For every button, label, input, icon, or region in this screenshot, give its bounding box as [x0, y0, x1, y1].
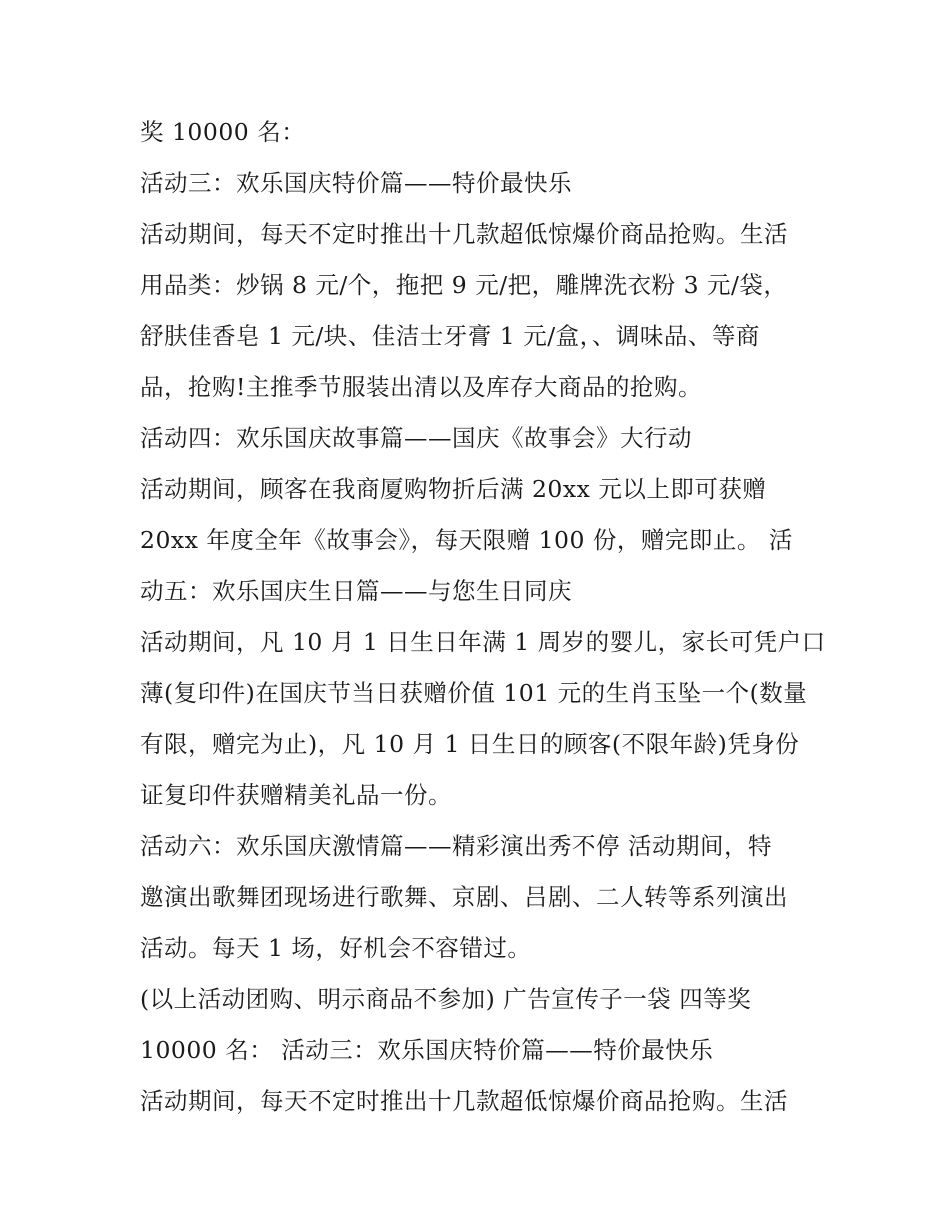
text-line: 邀演出歌舞团现场进行歌舞、京剧、吕剧、二人转等系列演出	[140, 883, 788, 911]
text-line: 用品类：炒锅 8 元/个，拖把 9 元/把，雕牌洗衣粉 3 元/袋，	[140, 271, 788, 299]
text-line: 活动。每天 1 场，好机会不容错过。	[140, 934, 532, 962]
text-line: 薄(复印件)在国庆节当日获赠价值 101 元的生肖玉坠一个(数量	[140, 679, 808, 707]
text-line: 奖 10000 名：	[140, 118, 306, 146]
text-line: 20xx 年度全年《故事会》，每天限赠 100 份，赠完即止。 活	[140, 526, 793, 554]
text-line: 活动六：欢乐国庆激情篇——精彩演出秀不停 活动期间，特	[140, 832, 772, 860]
text-line: 10000 名： 活动三：欢乐国庆特价篇——特价最快乐	[140, 1036, 714, 1064]
text-line: 舒肤佳香皂 1 元/块、佳洁士牙膏 1 元/盒，、调味品、等商	[140, 322, 760, 350]
text-line: 活动期间，每天不定时推出十几款超低惊爆价商品抢购。生活	[140, 220, 788, 248]
text-line: 动五：欢乐国庆生日篇——与您生日同庆	[140, 577, 572, 605]
text-line: 有限，赠完为止)，凡 10 月 1 日生日的顾客(不限年龄)凭身份	[140, 730, 800, 758]
text-line: 活动期间，凡 10 月 1 日生日年满 1 周岁的婴儿，家长可凭户口	[140, 628, 826, 656]
text-line: 活动期间，每天不定时推出十几款超低惊爆价商品抢购。生活	[140, 1087, 788, 1115]
text-line: 品，抢购!主推季节服装出清以及库存大商品的抢购。	[140, 373, 702, 401]
text-line: 证复印件获赠精美礼品一份。	[140, 781, 452, 809]
text-line: 活动四：欢乐国庆故事篇——国庆《故事会》大行动	[140, 424, 692, 452]
text-line: (以上活动团购、明示商品不参加) 广告宣传子一袋 四等奖	[140, 985, 752, 1013]
text-line: 活动期间，顾客在我商厦购物折后满 20xx 元以上即可获赠	[140, 475, 767, 503]
document-body	[140, 107, 830, 1127]
text-line: 活动三：欢乐国庆特价篇——特价最快乐	[140, 169, 572, 197]
